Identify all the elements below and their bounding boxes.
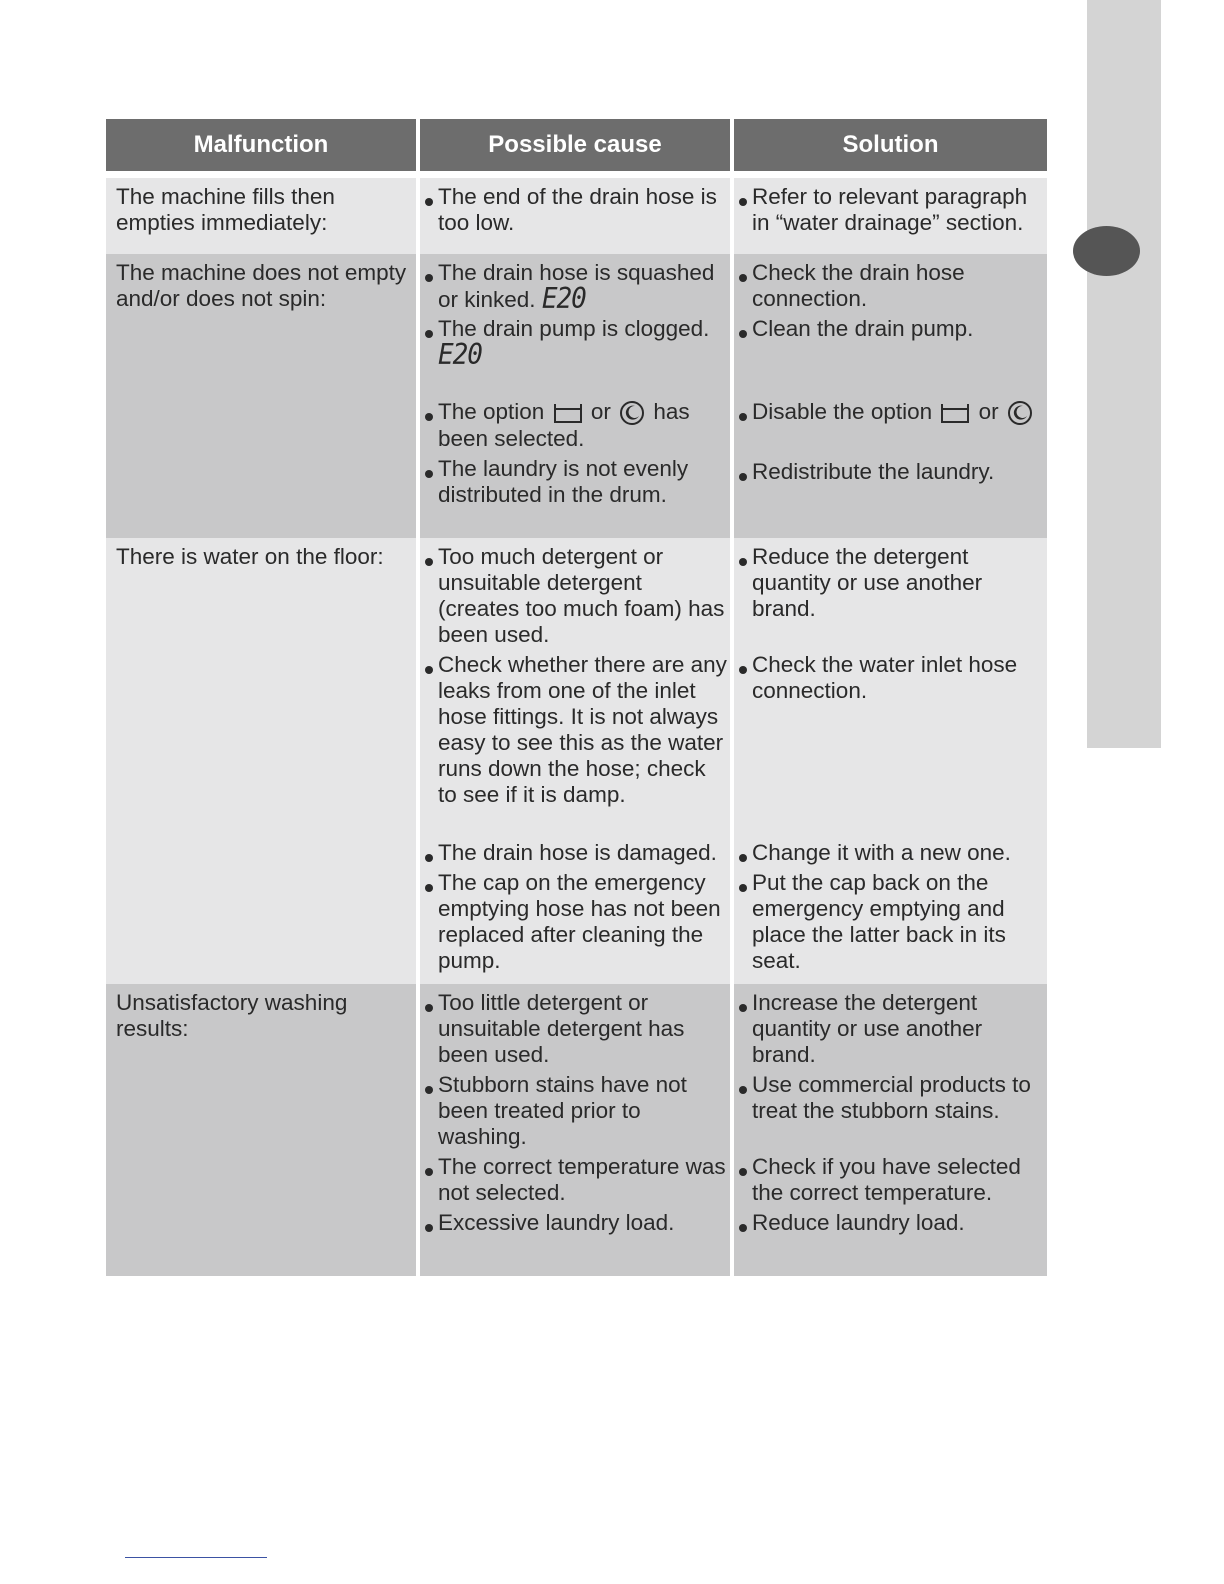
- cause-text: The drain hose is squashed or kinked.: [438, 260, 715, 312]
- malfunction-cell: The machine does not empty and/or does not spin:: [106, 254, 416, 538]
- cause-cell: [420, 254, 730, 538]
- header-solution: Solution: [734, 119, 1047, 171]
- cause-text: The drain pump is clogged.: [438, 316, 710, 341]
- cause-item: Too much detergent or unsuitable detergent (creates too much foam) has been used.: [424, 544, 728, 652]
- cause-item: The cap on the emergency emptying hose has not been replaced after cleaning the pump.: [424, 870, 728, 974]
- cause-text: or: [590, 399, 611, 424]
- malfunction-cell: There is water on the floor:: [106, 538, 416, 984]
- cause-item: [424, 260, 728, 316]
- cause-item: [424, 399, 728, 456]
- solution-cell: [734, 984, 1047, 1276]
- cause-cell: [420, 178, 730, 254]
- cause-text: has been selected.: [438, 399, 690, 452]
- table-row: [106, 178, 1047, 254]
- solution-item: Use commercial products to treat the stubborn stains.: [738, 1072, 1045, 1154]
- tub-option-icon: [553, 401, 583, 425]
- side-tab: [1087, 0, 1161, 748]
- error-code-e20: E20: [541, 282, 586, 316]
- cause-item: The laundry is not evenly distributed in the drum.: [424, 456, 728, 508]
- night-option-icon: [1007, 400, 1033, 426]
- cause-item: Check whether there are any leaks from one of the inlet hose fittings. It is not always easy to see this as the water runs down the hose; check to see if it is damp.: [424, 652, 728, 840]
- solution-cell: [734, 254, 1047, 538]
- solution-item: Reduce the detergent quantity or use another brand.: [738, 544, 1045, 652]
- table-header: [106, 119, 1047, 171]
- cause-text: The option: [438, 399, 545, 424]
- cause-item: [424, 316, 728, 399]
- night-option-icon: [619, 400, 645, 426]
- cause-item: Too little detergent or unsuitable detergent has been used.: [424, 990, 728, 1072]
- cause-item: Stubborn stains have not been treated prior to washing.: [424, 1072, 728, 1154]
- cause-cell: [420, 538, 730, 984]
- solution-cell: [734, 538, 1047, 984]
- solution-item: Change it with a new one.: [738, 840, 1045, 870]
- header-possible-cause: Possible cause: [420, 119, 730, 171]
- solution-item: Put the cap back on the emergency emptying and place the latter back in its seat.: [738, 870, 1045, 974]
- table-row: [106, 254, 1047, 538]
- cause-item: The drain hose is damaged.: [424, 840, 728, 870]
- footer-rule: [125, 1557, 267, 1558]
- tub-option-icon: [940, 401, 970, 425]
- cause-item: The end of the drain hose is too low.: [424, 184, 728, 236]
- header-malfunction: Malfunction: [106, 119, 416, 171]
- malfunction-cell: The machine fills then empties immediately:: [106, 178, 416, 254]
- error-code-e20: E20: [438, 338, 482, 372]
- section-marker-dot: [1073, 226, 1140, 276]
- table-row: [106, 538, 1047, 984]
- cause-item: Excessive laundry load.: [424, 1210, 728, 1236]
- cause-item: The correct temperature was not selected.: [424, 1154, 728, 1210]
- solution-text: or: [978, 399, 999, 424]
- solution-item: [738, 399, 1045, 459]
- solution-item: Increase the detergent quantity or use another brand.: [738, 990, 1045, 1072]
- solution-text: Disable the option: [752, 399, 933, 424]
- solution-item: Redistribute the laundry.: [738, 459, 1045, 485]
- solution-item: Check the drain hose connection.: [738, 260, 1045, 316]
- solution-item: Refer to relevant paragraph in “water drainage” section.: [738, 184, 1045, 236]
- solution-item: Clean the drain pump.: [738, 316, 1045, 399]
- troubleshooting-table: [106, 119, 1047, 1276]
- solution-item: Check the water inlet hose connection.: [738, 652, 1045, 840]
- solution-item: Reduce laundry load.: [738, 1210, 1045, 1236]
- malfunction-cell: Unsatisfactory washing results:: [106, 984, 416, 1276]
- table-row: [106, 984, 1047, 1276]
- cause-cell: [420, 984, 730, 1276]
- solution-cell: [734, 178, 1047, 254]
- solution-item: Check if you have selected the correct temperature.: [738, 1154, 1045, 1210]
